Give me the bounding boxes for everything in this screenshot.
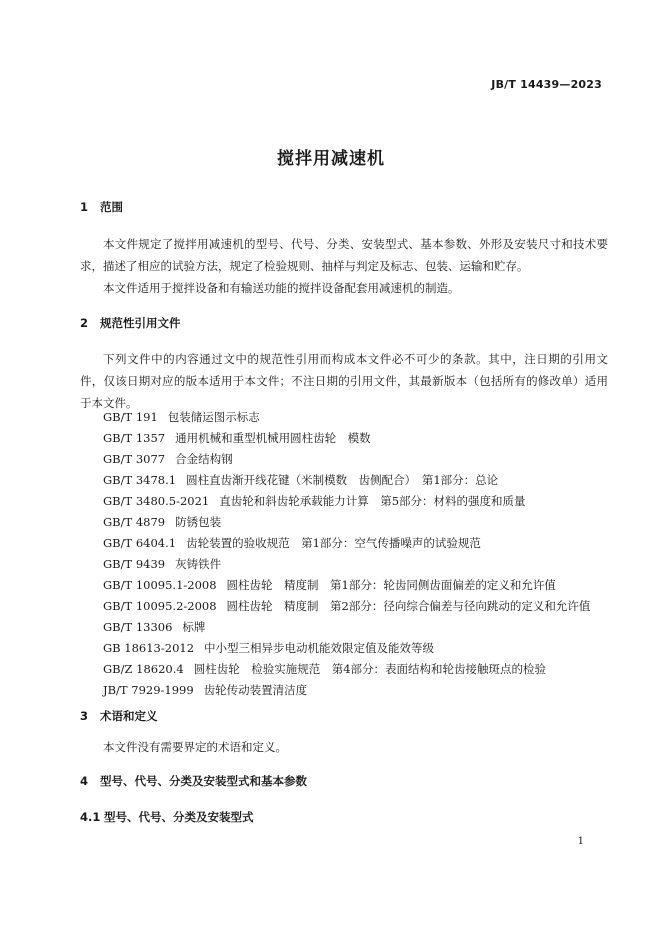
list-item — [103, 512, 603, 533]
reference-code: GB/T 10095.1-2008 — [103, 578, 217, 592]
terms-paragraph: 本文件没有需要界定的术语和定义。 — [103, 740, 287, 754]
reference-code: GB/T 3478.1 — [103, 473, 177, 487]
section-title: 型号、代号、分类及安装型式 — [104, 810, 254, 824]
reference-title: 防锈包装 — [175, 515, 222, 529]
document-title: 搅拌用减速机 — [277, 149, 385, 169]
list-item — [103, 617, 603, 638]
section-1-heading — [80, 199, 123, 215]
list-item — [103, 680, 603, 701]
reference-title: 包装储运图示标志 — [167, 410, 260, 424]
section-number: 4.1 — [80, 810, 101, 824]
section-title: 范围 — [100, 200, 123, 214]
references-intro-paragraph: 下列文件中的内容通过文中的规范性引用而构成本文件必不可少的条款。其中，注日期的引用文件，仅该日期对应的版本适用于本文件；不注日期的引用文件，其最新版本（包括所有的修改单）适用于本文件。 — [80, 352, 608, 410]
section-4-heading — [80, 773, 307, 789]
list-item — [103, 533, 603, 554]
reference-title: 圆柱齿轮 精度制 第2部分：径向综合偏差与径向跳动的定义和允许值 — [226, 599, 591, 613]
reference-code: GB/T 13306 — [103, 620, 173, 634]
reference-code: GB/T 4879 — [103, 515, 166, 529]
reference-code: GB/T 3077 — [103, 452, 166, 466]
list-item — [103, 638, 603, 659]
reference-title: 合金结构钢 — [175, 452, 233, 466]
reference-code: GB/T 3480.5-2021 — [103, 494, 210, 508]
reference-code: GB/T 1357 — [103, 431, 166, 445]
list-item — [103, 407, 603, 428]
section-number: 2 — [80, 316, 89, 330]
standard-code: JB/T 14439—2023 — [491, 78, 602, 91]
reference-code: GB/T 6404.1 — [103, 536, 177, 550]
section-number: 3 — [80, 709, 89, 723]
list-item — [103, 596, 603, 617]
list-item — [103, 659, 603, 680]
section-title: 术语和定义 — [100, 709, 158, 723]
list-item — [103, 470, 603, 491]
reference-code: GB 18613-2012 — [103, 641, 195, 655]
reference-code: GB/T 10095.2-2008 — [103, 599, 217, 613]
reference-title: 圆柱齿轮 精度制 第1部分：轮齿同侧齿面偏差的定义和允许值 — [226, 578, 556, 592]
list-item — [103, 554, 603, 575]
reference-title: 直齿轮和斜齿轮承载能力计算 第5部分：材料的强度和质量 — [219, 494, 526, 508]
section-title: 规范性引用文件 — [100, 316, 181, 330]
list-item — [103, 449, 603, 470]
page-number: 1 — [577, 836, 584, 847]
reference-code: GB/Z 18620.4 — [103, 662, 184, 676]
list-item — [103, 575, 603, 596]
section-3-heading — [80, 708, 158, 724]
section-2-heading — [80, 315, 181, 331]
section-title: 型号、代号、分类及安装型式和基本参数 — [100, 774, 307, 788]
reference-code: GB/T 9439 — [103, 557, 166, 571]
reference-title: 灰铸铁件 — [175, 557, 222, 571]
list-item — [103, 428, 603, 449]
reference-list — [103, 407, 603, 701]
list-item — [103, 491, 603, 512]
reference-title: 圆柱齿轮 检验实施规范 第4部分：表面结构和轮齿接触斑点的检验 — [193, 662, 547, 676]
reference-code: GB/T 191 — [103, 410, 158, 424]
scope-paragraph: 本文件规定了搅拌用减速机的型号、代号、分类、安装型式、基本参数、外形及安装尺寸和技术要求，描述了相应的试验方法，规定了检验规则、抽样与判定及标志、包装、运输和贮存。 — [80, 237, 608, 273]
reference-title: 标牌 — [182, 620, 206, 634]
scope-applicability-paragraph: 本文件适用于搅拌设备和有输送功能的搅拌设备配套用减速机的制造。 — [103, 281, 460, 295]
reference-title: 齿轮传动装置清洁度 — [203, 683, 308, 697]
reference-title: 通用机械和重型机械用圆柱齿轮 模数 — [175, 431, 371, 445]
section-number: 1 — [80, 200, 89, 214]
section-4-1-heading — [80, 809, 254, 825]
reference-title: 圆柱直齿渐开线花键（米制模数 齿侧配合） 第1部分：总论 — [186, 473, 499, 487]
reference-title: 齿轮装置的验收规范 第1部分：空气传播噪声的试验规范 — [186, 536, 481, 550]
reference-title: 中小型三相异步电动机能效限定值及能效等级 — [204, 641, 435, 655]
section-number: 4 — [80, 774, 89, 788]
reference-code: JB/T 7929-1999 — [103, 683, 194, 697]
